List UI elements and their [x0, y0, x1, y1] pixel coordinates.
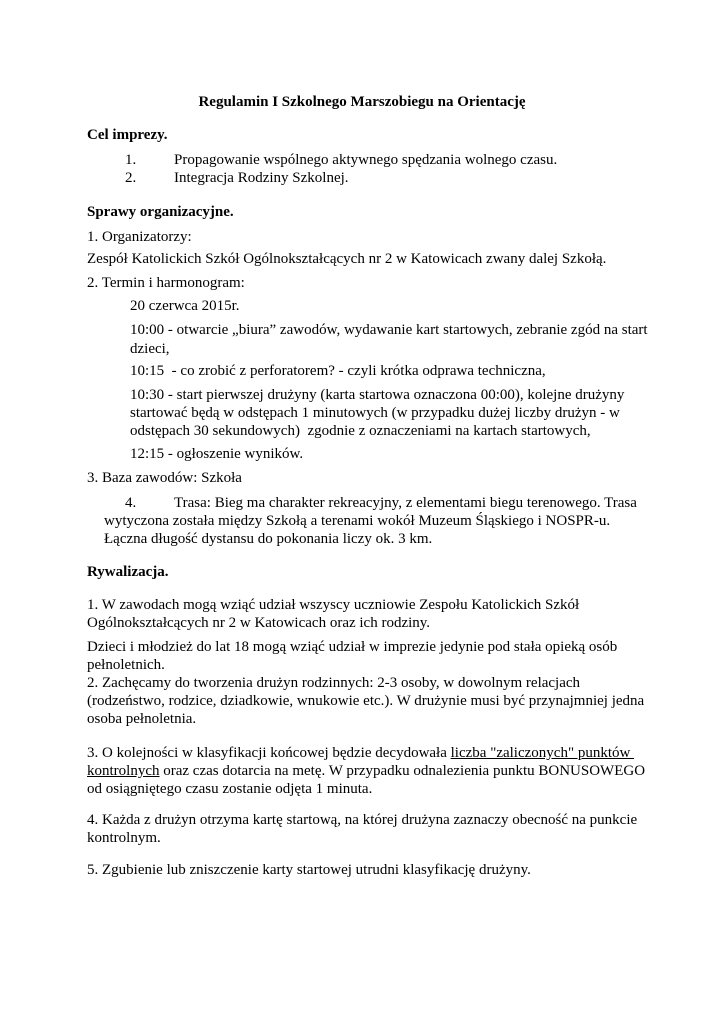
rules-p3-line-2: (rodzeństwo, rodzice, dziadkowie, wnukowie etc.). W drużynie musi być przynajmniej jedna [87, 693, 645, 709]
rules-p1-line-1: 1. W zawodach mogą wziąć udział wszyscy uczniowie Zespołu Katolickich Szkół [87, 597, 580, 613]
section-heading-cel: Cel imprezy. [87, 127, 168, 143]
rules-p4-underlined-phrase: liczba "zaliczonych" punktów [450, 745, 635, 761]
cel-item-1-num: 1. [125, 152, 137, 168]
cel-item-1-text: Propagowanie wspólnego aktywnego spędzania wolnego czasu. [174, 152, 558, 168]
schedule-item-3-line-1: 10:30 - start pierwszej drużyny (karta startowa oznaczona 00:00), kolejne drużyny [130, 387, 625, 403]
cel-item-2-num: 2. [125, 170, 137, 186]
schedule-item-1-line-2: dzieci, [130, 341, 170, 357]
rules-p3-line-1: 2. Zachęcamy do tworzenia drużyn rodzinnych: 2-3 osoby, w dowolnym relacjach [87, 675, 581, 691]
schedule-item-1-line-1: 10:00 - otwarcie „biura” zawodów, wydawanie kart startowych, zebranie zgód na start [130, 322, 648, 338]
schedule-item-3-line-2: startować będą w odstępach 1 minutowych (w przypadku dużej liczby drużyn - w [130, 405, 620, 421]
rules-p4-line-2 [87, 762, 645, 781]
section-heading-rywalizacja: Rywalizacja. [87, 564, 169, 580]
rules-p4-line-3: od osiągniętego czasu zostanie odjęta 1 minuta. [87, 781, 373, 797]
rules-p4-line-2-text: oraz czas dotarcia na metę. W przypadku odnalezienia punktu BONUSOWEGO [159, 763, 646, 779]
cel-item-2-text: Integracja Rodziny Szkolnej. [174, 170, 349, 186]
rules-p5-line-1: 4. Każda z drużyn otrzyma kartę startową, na której drużyna zaznaczy obecność na punkcie [87, 812, 638, 828]
trasa-num: 4. [125, 495, 137, 511]
termin-label: 2. Termin i harmonogram: [87, 275, 245, 291]
rules-p4-line-1-text: 3. O kolejności w klasyfikacji końcowej będzie decydowała [87, 745, 451, 761]
rules-p2-line-2: pełnoletnich. [87, 657, 165, 673]
rules-p2-line-1: Dzieci i młodzież do lat 18 mogą wziąć udział w imprezie jedynie pod stała opieką osób [87, 639, 618, 655]
trasa-line-2: wytyczona została między Szkołą a terenami wokół Muzeum Śląskiego i NOSPR-u. [104, 513, 611, 529]
trasa-line-1: Trasa: Bieg ma charakter rekreacyjny, z elementami biegu terenowego. Trasa [174, 495, 637, 511]
rules-p3-line-3: osoba pełnoletnia. [87, 711, 197, 727]
trasa-line-3: Łączna długość dystansu do pokonania liczy ok. 3 km. [104, 531, 433, 547]
schedule-item-2: 10:15 - co zrobić z perforatorem? - czyli krótka odprawa techniczna, [130, 363, 546, 379]
baza-text: 3. Baza zawodów: Szkoła [87, 470, 242, 486]
event-date: 20 czerwca 2015r. [130, 298, 240, 314]
organizatorzy-text: Zespół Katolickich Szkół Ogólnokształcących nr 2 w Katowicach zwany dalej Szkołą. [87, 251, 607, 267]
rules-p1-line-2: Ogólnokształcących nr 2 w Katowicach oraz ich rodziny. [87, 615, 431, 631]
rules-p4-underlined-word: kontrolnych [87, 763, 160, 779]
document-title: Regulamin I Szkolnego Marszobiegu na Orientację [198, 94, 526, 110]
rules-p4-line-1 [87, 744, 634, 763]
rules-p6: 5. Zgubienie lub zniszczenie karty startowej utrudni klasyfikację drużyny. [87, 862, 531, 878]
schedule-item-4: 12:15 - ogłoszenie wyników. [130, 446, 304, 462]
rules-p5-line-2: kontrolnym. [87, 830, 161, 846]
section-heading-sprawy: Sprawy organizacyjne. [87, 204, 234, 220]
schedule-item-3-line-3: odstępach 30 sekundowych) zgodnie z oznaczeniami na kartach startowych, [130, 423, 591, 439]
organizatorzy-label: 1. Organizatorzy: [87, 229, 192, 245]
